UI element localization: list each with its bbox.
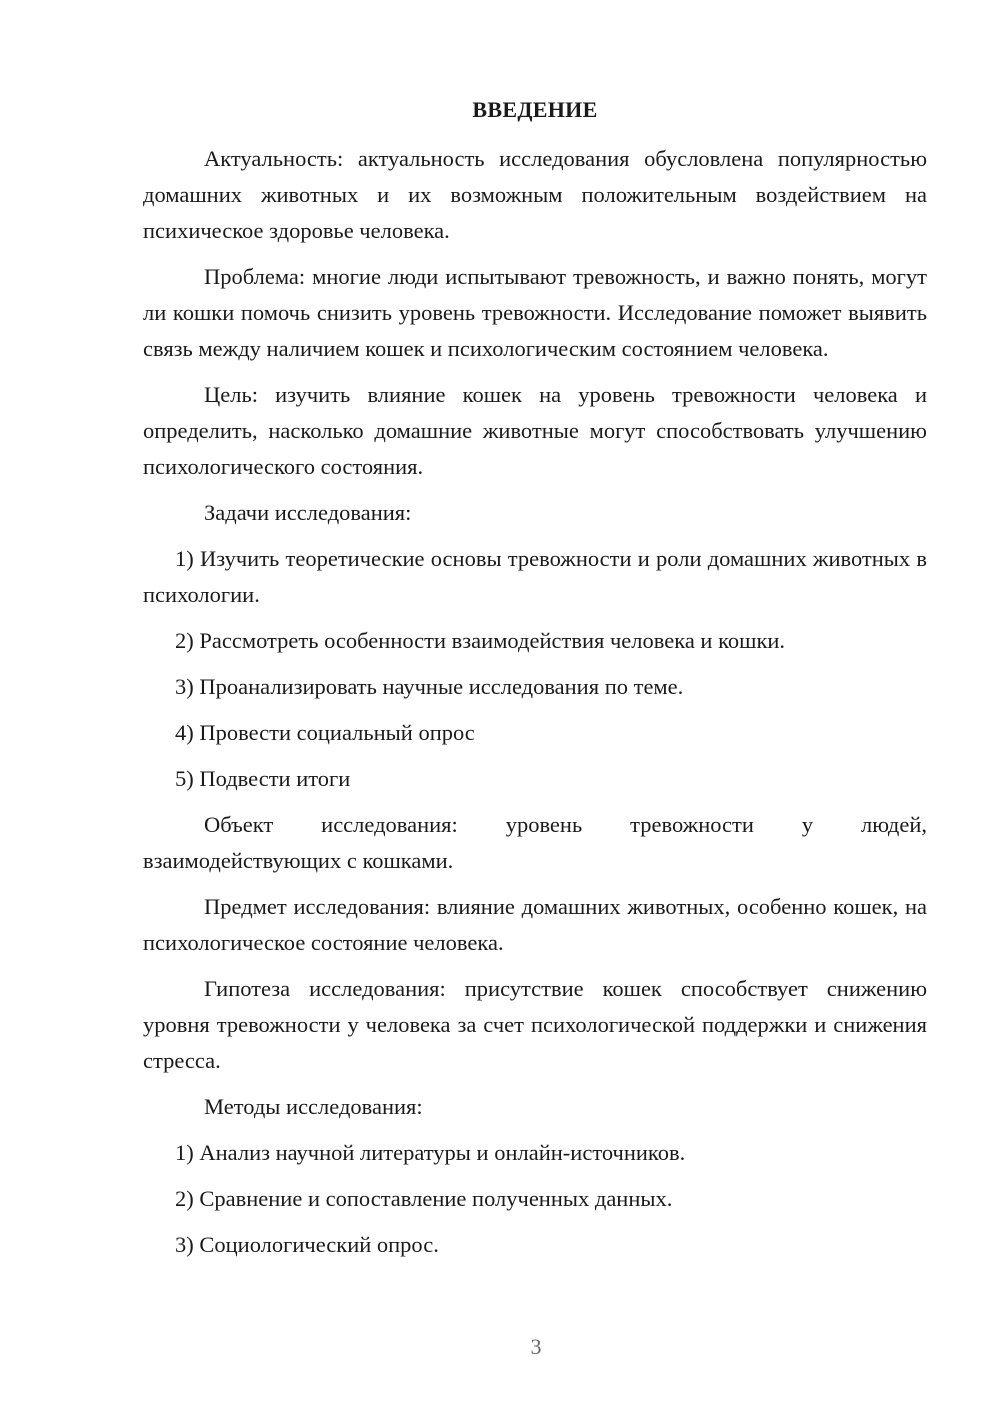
object-paragraph-line1: Объект исследования: уровень тревожности у людей, xyxy=(204,812,927,837)
task-item: 4) Провести социальный опрос xyxy=(175,720,475,745)
subject-paragraph: Предмет исследования: влияние домашних животных, особенно кошек, на психологическое состояние человека. xyxy=(143,894,927,955)
problem-paragraph: Проблема: многие люди испытывают тревожность, и важно понять, могут ли кошки помочь снизить уровень тревожности. Исследование поможет выявить связь между наличием кошек и психологическим состоянием человека. xyxy=(143,264,927,361)
task-item: 1) Изучить теоретические основы тревожности и роли домашних животных в психологии. xyxy=(143,546,927,607)
task-item: 2) Рассмотреть особенности взаимодействия человека и кошки. xyxy=(175,628,786,653)
page-content xyxy=(143,92,927,1273)
methods-heading: Методы исследования: xyxy=(204,1094,423,1119)
method-item: 1) Анализ научной литературы и онлайн-источников. xyxy=(175,1140,686,1165)
page-title: ВВЕДЕНИЕ xyxy=(472,97,598,122)
task-item: 3) Проанализировать научные исследования по теме. xyxy=(175,674,684,699)
task-item: 5) Подвести итоги xyxy=(175,766,351,791)
goal-paragraph: Цель: изучить влияние кошек на уровень тревожности человека и определить, насколько домашние животные могут способствовать улучшению психологического состояния. xyxy=(143,382,927,479)
object-paragraph-line2: взаимодействующих с кошками. xyxy=(143,848,454,873)
hypothesis-paragraph: Гипотеза исследования: присутствие кошек способствует снижению уровня тревожности у человека за счет психологической поддержки и снижения стресса. xyxy=(143,976,927,1073)
method-item: 2) Сравнение и сопоставление полученных данных. xyxy=(175,1186,673,1211)
actuality-paragraph: Актуальность: актуальность исследования обусловлена популярностью домашних животных и их возможным положительным воздействием на психическое здоровье человека. xyxy=(143,146,927,243)
page-number: 3 xyxy=(530,1334,542,1359)
method-item: 3) Социологический опрос. xyxy=(175,1232,439,1257)
tasks-heading: Задачи исследования: xyxy=(204,500,412,525)
